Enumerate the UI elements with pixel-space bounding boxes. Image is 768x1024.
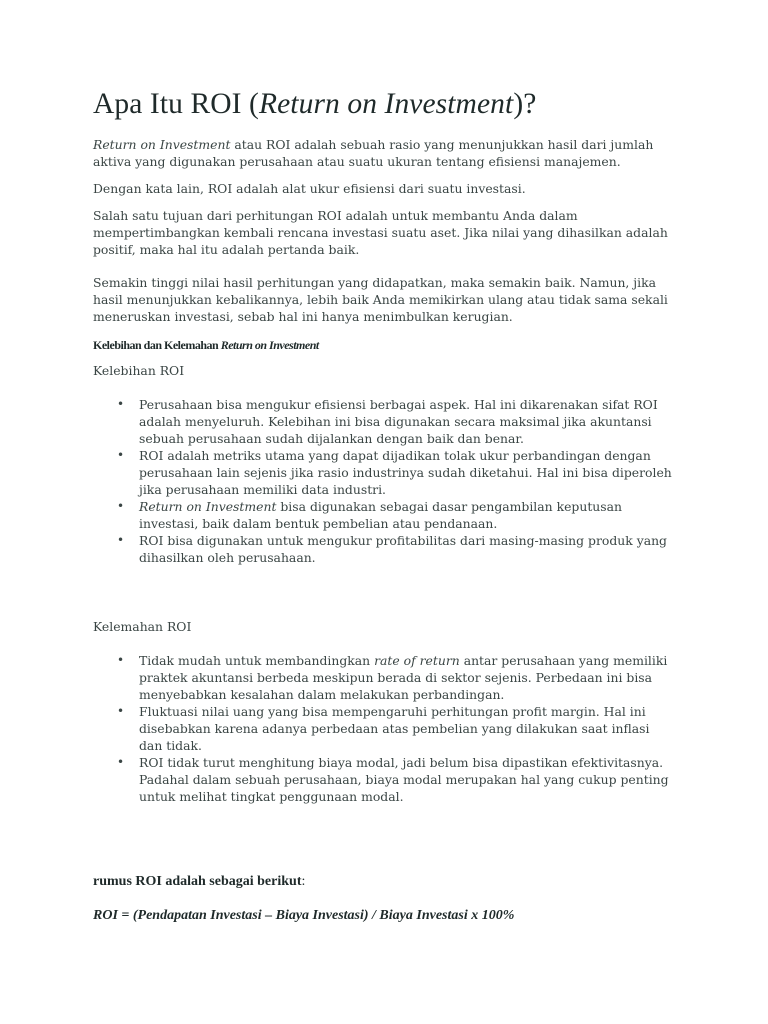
list-item <box>139 532 673 566</box>
list-item <box>139 396 673 447</box>
list-item-pre: Tidak mudah untuk membandingkan <box>139 653 375 668</box>
paragraph-3: Salah satu tujuan dari perhitungan ROI adalah untuk membantu Anda dalam mempertimbangkan kembali rencana investasi suatu aset. Jika nilai yang dihasilkan adalah positif, maka hal itu adalah pertanda baik. <box>93 208 668 257</box>
list-item-text: ROI tidak turut menghitung biaya modal, jadi belum bisa dipastikan efektivitasnya. Padahal dalam sebuah perusahaan, biaya modal merupakan hal yang cukup penting untuk melihat tingkat penggunaan modal. <box>139 755 669 804</box>
list-item-italic: Return on Investment <box>139 499 277 514</box>
kelemahan-label: Kelemahan ROI <box>93 619 192 634</box>
subheading-text: Kelebihan dan Kelemahan <box>93 338 221 352</box>
title-suffix: )? <box>513 88 537 120</box>
list-item <box>139 754 673 805</box>
list-item-italic: rate of return <box>374 653 460 668</box>
formula-label-text: rumus ROI adalah sebagai berikut <box>93 874 302 889</box>
formula-label <box>93 873 673 891</box>
intro-text: atau ROI adalah sebuah rasio yang menunjukkan hasil dari jumlah aktiva yang digunakan perusahaan atau suatu ukuran tentang efisiensi manajemen. <box>93 137 654 169</box>
list-item-text: ROI adalah metriks utama yang dapat dijadikan tolak ukur perbandingan dengan perusahaan lain sejenis jika rasio industrinya sudah diketahui. Hal ini bisa diperoleh jika perusahaan memiliki data industri. <box>139 448 672 497</box>
list-item <box>139 447 673 498</box>
paragraph-2: Dengan kata lain, ROI adalah alat ukur efisiensi dari suatu investasi. <box>93 181 526 196</box>
list-item <box>139 498 673 532</box>
list-item-text: Fluktuasi nilai uang yang bisa mempengaruhi perhitungan profit margin. Hal ini disebabkan karena adanya perbedaan atas pembelian yang dilakukan saat inflasi dan tidak. <box>139 704 650 753</box>
formula-label-colon: : <box>301 874 306 889</box>
list-item <box>139 703 673 754</box>
subheading <box>93 337 673 354</box>
kelebihan-list <box>93 396 673 566</box>
title-italic: Return on Investment <box>258 88 514 120</box>
title-prefix: Apa Itu ROI ( <box>93 88 259 120</box>
roi-formula: ROI = (Pendapatan Investasi – Biaya Investasi) / Biaya Investasi x 100% <box>93 908 515 923</box>
list-item-text: Perusahaan bisa mengukur efisiensi berbagai aspek. Hal ini dikarenakan sifat ROI adalah menyeluruh. Kelebihan ini bisa digunakan secara maksimal jika akuntansi sebuah perusahaan sudah dijalankan dengan baik dan benar. <box>139 397 658 446</box>
list-item <box>139 652 673 703</box>
document-page <box>93 86 673 925</box>
intro-paragraph <box>93 136 673 170</box>
list-item-text: ROI bisa digunakan untuk mengukur profitabilitas dari masing-masing produk yang dihasilkan oleh perusahaan. <box>139 533 667 565</box>
subheading-italic: Return on Investment <box>220 338 319 352</box>
intro-italic: Return on Investment <box>93 137 231 152</box>
list-item-text: antar perusahaan yang memiliki praktek akuntansi berbeda meskipun berada di sektor sejenis. Perbedaan ini bisa menyebabkan kesalahan dalam melakukan perbandingan. <box>139 653 668 702</box>
kelebihan-label: Kelebihan ROI <box>93 363 185 378</box>
paragraph-4: Semakin tinggi nilai hasil perhitungan yang didapatkan, maka semakin baik. Namun, jika hasil menunjukkan kebalikannya, lebih baik Anda memikirkan ulang atau tidak sama sekali meneruskan investasi, sebab hal ini hanya menimbulkan kerugian. <box>93 275 668 324</box>
page-title <box>93 86 673 122</box>
kelemahan-list <box>93 652 673 805</box>
list-item-text: bisa digunakan sebagai dasar pengambilan keputusan investasi, baik dalam bentuk pembelian atau pendanaan. <box>139 499 623 531</box>
